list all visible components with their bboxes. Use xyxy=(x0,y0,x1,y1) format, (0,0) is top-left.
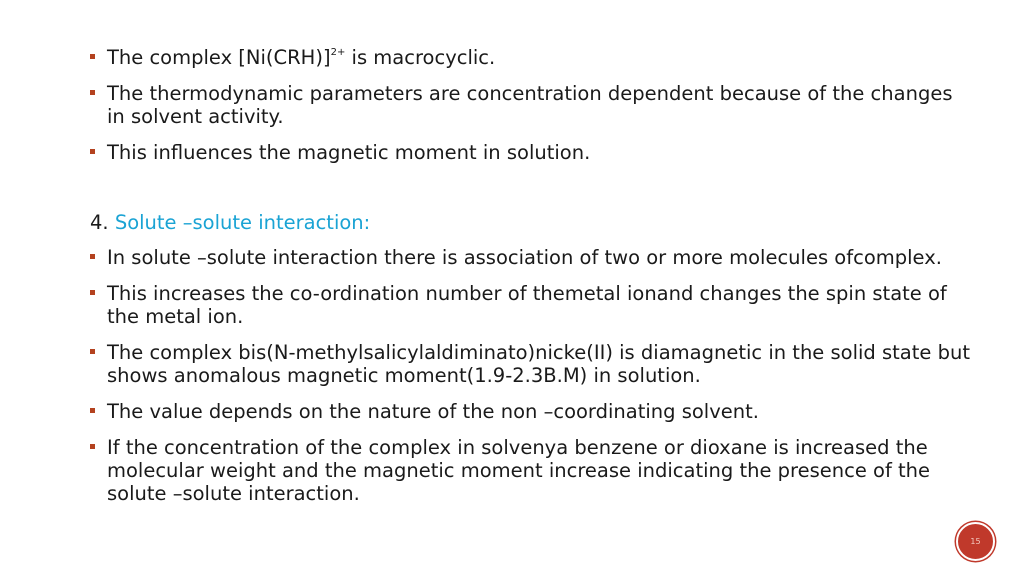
bullet-item xyxy=(90,436,970,505)
superscript-charge: 2+ xyxy=(330,46,346,58)
square-bullet-icon xyxy=(90,90,95,95)
bullet-text: The value depends on the nature of the non –coordinating solvent. xyxy=(107,400,759,423)
square-bullet-icon xyxy=(90,254,95,259)
square-bullet-icon xyxy=(90,349,95,354)
bullet-text: This influences the magnetic moment in solution. xyxy=(107,141,591,164)
spacer xyxy=(90,177,970,211)
bullet-item xyxy=(90,46,970,69)
bullet-item xyxy=(90,141,970,164)
bullet-text: The complex bis(N-methylsalicylaldiminato)nicke(II) is diamagnetic in the solid state but shows anomalous magnetic moment(1.9-2.3B.M) in solution. xyxy=(107,341,970,387)
bullet-text: The complex $[Ni(CRH)]^{2+}$ is macrocyclic. xyxy=(107,46,496,69)
slide-content xyxy=(90,46,970,518)
square-bullet-icon xyxy=(90,408,95,413)
section-heading xyxy=(90,211,970,234)
square-bullet-icon xyxy=(90,54,95,59)
square-bullet-icon xyxy=(90,444,95,449)
square-bullet-icon xyxy=(90,290,95,295)
bullet-item xyxy=(90,82,970,128)
square-bullet-icon xyxy=(90,149,95,154)
bullet-item xyxy=(90,341,970,387)
bullet-item xyxy=(90,400,970,423)
bullet-text: If the concentration of the complex in solvenya benzene or dioxane is increased the molecular weight and the magnetic moment increase indicating the presence of the solute –solute interaction. xyxy=(107,436,931,505)
bullet-item xyxy=(90,246,970,269)
section-number: 4. xyxy=(90,211,115,234)
page-number-badge xyxy=(956,522,995,561)
bullet-text: This increases the co-ordination number of themetal ionand changes the spin state of the metal ion. xyxy=(107,282,947,328)
bullet-item xyxy=(90,282,970,328)
section-title: Solute –solute interaction: xyxy=(114,211,371,234)
bullet-text: In solute –solute interaction there is association of two or more molecules ofcomplex. xyxy=(107,246,942,269)
page-number: 15 xyxy=(970,537,981,546)
bullet-text: The thermodynamic parameters are concentration dependent because of the changes in solvent activity. xyxy=(107,82,953,128)
